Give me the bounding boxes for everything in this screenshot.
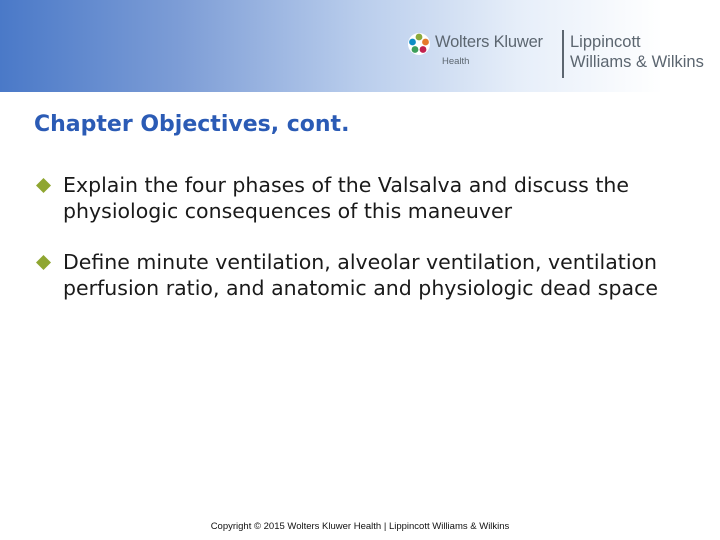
copyright-footer: Copyright © 2015 Wolters Kluwer Health | Lippincott Williams & Wilkins (210, 521, 510, 532)
wolters-kluwer-globe-icon (407, 32, 431, 56)
bullet-item (36, 172, 696, 224)
slide-title: Chapter Objectives, cont. (34, 112, 350, 137)
brand-primary: Wolters Kluwer (435, 33, 543, 51)
bullet-text: Explain the four phases of the Valsalva and discuss the physiologic consequences of this maneuver (63, 173, 630, 223)
diamond-bullet-icon (36, 255, 51, 270)
logo-divider (562, 30, 564, 78)
brand-secondary-line1: Lippincott (570, 33, 641, 51)
bullet-list (36, 172, 696, 326)
brand-secondary-line2: Williams & Wilkins (570, 53, 704, 71)
brand-sub: Health (442, 56, 470, 67)
bullet-item (36, 249, 696, 301)
bullet-text: Define minute ventilation, alveolar ventilation, ventilation perfusion ratio, and anatomic and physiologic dead space (63, 250, 658, 300)
publisher-logo (405, 28, 720, 84)
diamond-bullet-icon (36, 178, 51, 193)
